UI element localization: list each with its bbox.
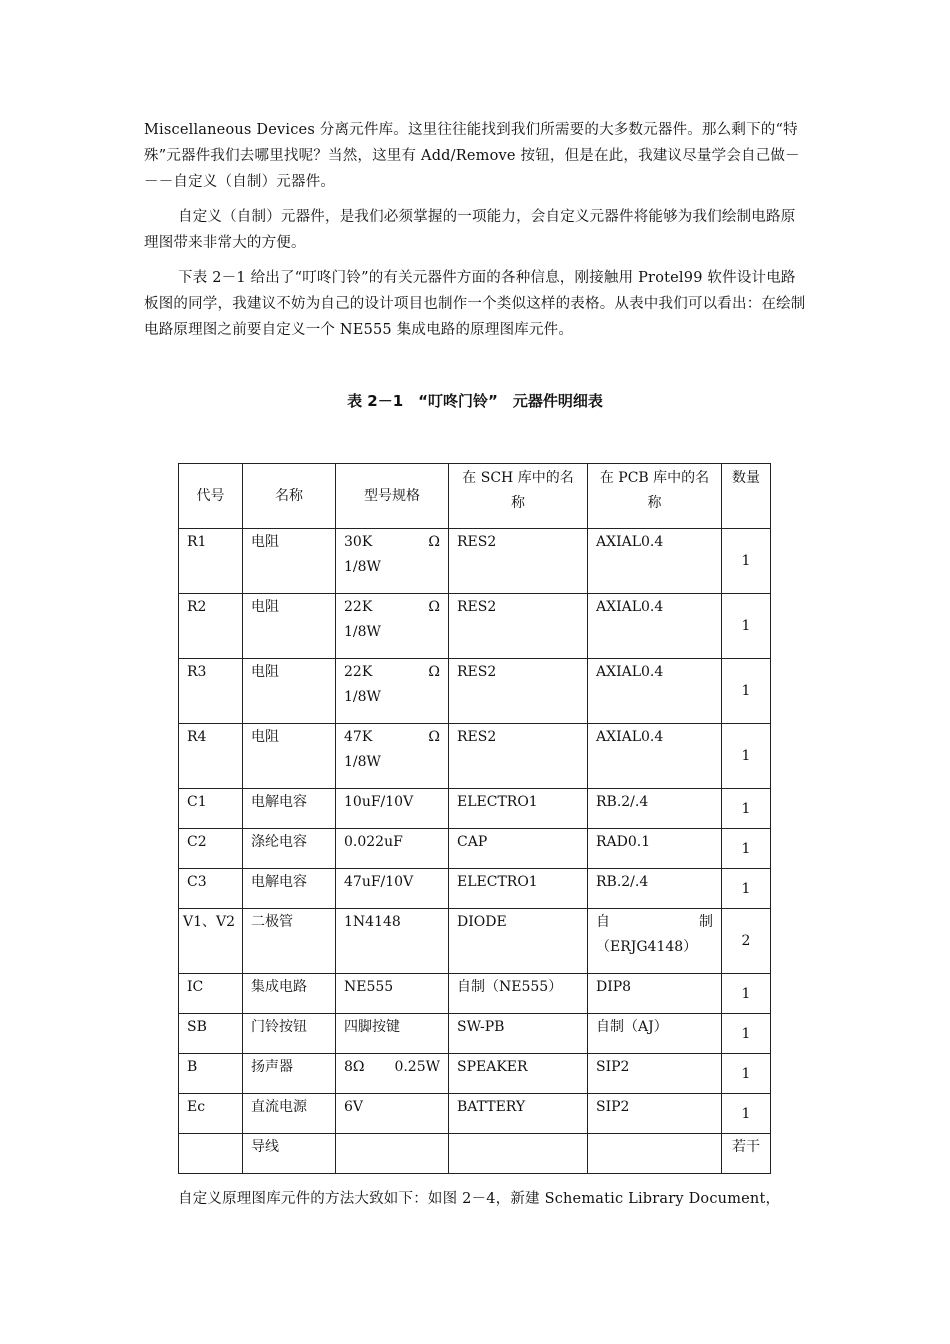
cell-qty: 1 [722, 974, 771, 1014]
cell-name: 电阻 [243, 659, 336, 724]
cell-pcb: AXIAL0.4 [588, 529, 722, 594]
table-row [179, 724, 771, 789]
cell-code: V1、V2 [179, 909, 243, 974]
cell-qty: 1 [722, 1014, 771, 1054]
cell-name: 二极管 [243, 909, 336, 974]
table-row [179, 1054, 771, 1094]
header-name: 名称 [243, 464, 336, 529]
cell-qty: 1 [722, 594, 771, 659]
cell-pcb: SIP2 [588, 1054, 722, 1094]
cell-qty: 若干 [722, 1134, 771, 1174]
table-caption: 表 2－1 “叮咚门铃” 元器件明细表 [347, 392, 603, 410]
cell-name: 电阻 [243, 529, 336, 594]
cell-qty: 1 [722, 1094, 771, 1134]
cell-spec: 0.022uF [336, 829, 449, 869]
cell-sch: RES2 [449, 659, 588, 724]
cell-name: 电解电容 [243, 869, 336, 909]
table-row [179, 909, 771, 974]
paragraph-1: Miscellaneous Devices 分离元件库。这里往往能找到我们所需要的大多数元器件。那么剩下的“特殊”元器件我们去哪里找呢？当然，这里有 Add/Remove 按钮，但是在此，我建议尽量学会自己做－－－自定义（自制）元器件。 [144, 122, 800, 190]
cell-spec: 6V [336, 1094, 449, 1134]
cell-spec: 22K Ω 1/8W [336, 659, 449, 724]
cell-name: 涤纶电容 [243, 829, 336, 869]
component-table [178, 463, 771, 1174]
cell-name: 电阻 [243, 594, 336, 659]
cell-code: C1 [179, 789, 243, 829]
cell-name: 直流电源 [243, 1094, 336, 1134]
table-row [179, 789, 771, 829]
header-qty: 数量 [722, 464, 771, 529]
table-row [179, 659, 771, 724]
cell-pcb: AXIAL0.4 [588, 594, 722, 659]
cell-name: 电阻 [243, 724, 336, 789]
table-row [179, 1094, 771, 1134]
cell-name: 门铃按钮 [243, 1014, 336, 1054]
cell-sch: DIODE [449, 909, 588, 974]
cell-spec: 22K Ω 1/8W [336, 594, 449, 659]
cell-name: 扬声器 [243, 1054, 336, 1094]
header-pcb-name: 在 PCB 库中的名 称 [588, 464, 722, 529]
cell-sch: RES2 [449, 594, 588, 659]
cell-spec [336, 1134, 449, 1174]
cell-code: R4 [179, 724, 243, 789]
table-row [179, 529, 771, 594]
cell-code: SB [179, 1014, 243, 1054]
table-header-row [179, 464, 771, 529]
cell-spec: 8Ω 0.25W [336, 1054, 449, 1094]
cell-sch: BATTERY [449, 1094, 588, 1134]
cell-pcb: 自 制 （ERJG4148） [588, 909, 722, 974]
cell-code: C3 [179, 869, 243, 909]
cell-pcb: AXIAL0.4 [588, 659, 722, 724]
cell-spec: NE555 [336, 974, 449, 1014]
cell-spec: 47uF/10V [336, 869, 449, 909]
table-row [179, 869, 771, 909]
cell-qty: 1 [722, 829, 771, 869]
table-row [179, 974, 771, 1014]
cell-sch: ELECTRO1 [449, 789, 588, 829]
cell-sch: RES2 [449, 724, 588, 789]
cell-spec: 1N4148 [336, 909, 449, 974]
cell-spec: 47K Ω 1/8W [336, 724, 449, 789]
cell-code: IC [179, 974, 243, 1014]
table-row [179, 1014, 771, 1054]
cell-code: B [179, 1054, 243, 1094]
cell-sch: CAP [449, 829, 588, 869]
cell-qty: 1 [722, 869, 771, 909]
cell-pcb [588, 1134, 722, 1174]
cell-pcb: SIP2 [588, 1094, 722, 1134]
cell-sch: ELECTRO1 [449, 869, 588, 909]
cell-spec: 四脚按键 [336, 1014, 449, 1054]
cell-code: R2 [179, 594, 243, 659]
cell-qty: 1 [722, 659, 771, 724]
cell-sch [449, 1134, 588, 1174]
table-row [179, 594, 771, 659]
cell-qty: 1 [722, 789, 771, 829]
cell-qty: 2 [722, 909, 771, 974]
cell-qty: 1 [722, 724, 771, 789]
cell-sch: SPEAKER [449, 1054, 588, 1094]
cell-code: R3 [179, 659, 243, 724]
paragraph-3: 下表 2－1 给出了“叮咚门铃”的有关元器件方面的各种信息，刚接触用 Protel99 软件设计电路板图的同学，我建议不妨为自己的设计项目也制作一个类似这样的表格。从表中我们可以看出：在绘制电路原理图之前要自定义一个 NE555 集成电路的原理图库元件。 [144, 270, 806, 338]
cell-pcb: RB.2/.4 [588, 789, 722, 829]
table-row [179, 1134, 771, 1174]
header-sch-name: 在 SCH 库中的名 称 [449, 464, 588, 529]
cell-code [179, 1134, 243, 1174]
cell-sch: 自制（NE555） [449, 974, 588, 1014]
cell-pcb: RB.2/.4 [588, 869, 722, 909]
cell-name: 电解电容 [243, 789, 336, 829]
table-row [179, 829, 771, 869]
paragraph-4: 自定义原理图库元件的方法大致如下：如图 2－4，新建 Schematic Library Document， [178, 1191, 781, 1207]
cell-spec: 30K Ω 1/8W [336, 529, 449, 594]
cell-code: R1 [179, 529, 243, 594]
cell-sch: RES2 [449, 529, 588, 594]
cell-name: 集成电路 [243, 974, 336, 1014]
cell-spec: 10uF/10V [336, 789, 449, 829]
cell-pcb: DIP8 [588, 974, 722, 1014]
header-spec: 型号规格 [336, 464, 449, 529]
cell-pcb: AXIAL0.4 [588, 724, 722, 789]
cell-pcb: 自制（AJ） [588, 1014, 722, 1054]
cell-sch: SW-PB [449, 1014, 588, 1054]
cell-qty: 1 [722, 529, 771, 594]
cell-code: C2 [179, 829, 243, 869]
cell-qty: 1 [722, 1054, 771, 1094]
header-code: 代号 [179, 464, 243, 529]
cell-pcb: RAD0.1 [588, 829, 722, 869]
cell-name: 导线 [243, 1134, 336, 1174]
paragraph-2: 自定义（自制）元器件，是我们必须掌握的一项能力，会自定义元器件将能够为我们绘制电路原理图带来非常大的方便。 [144, 209, 796, 251]
cell-code: Ec [179, 1094, 243, 1134]
